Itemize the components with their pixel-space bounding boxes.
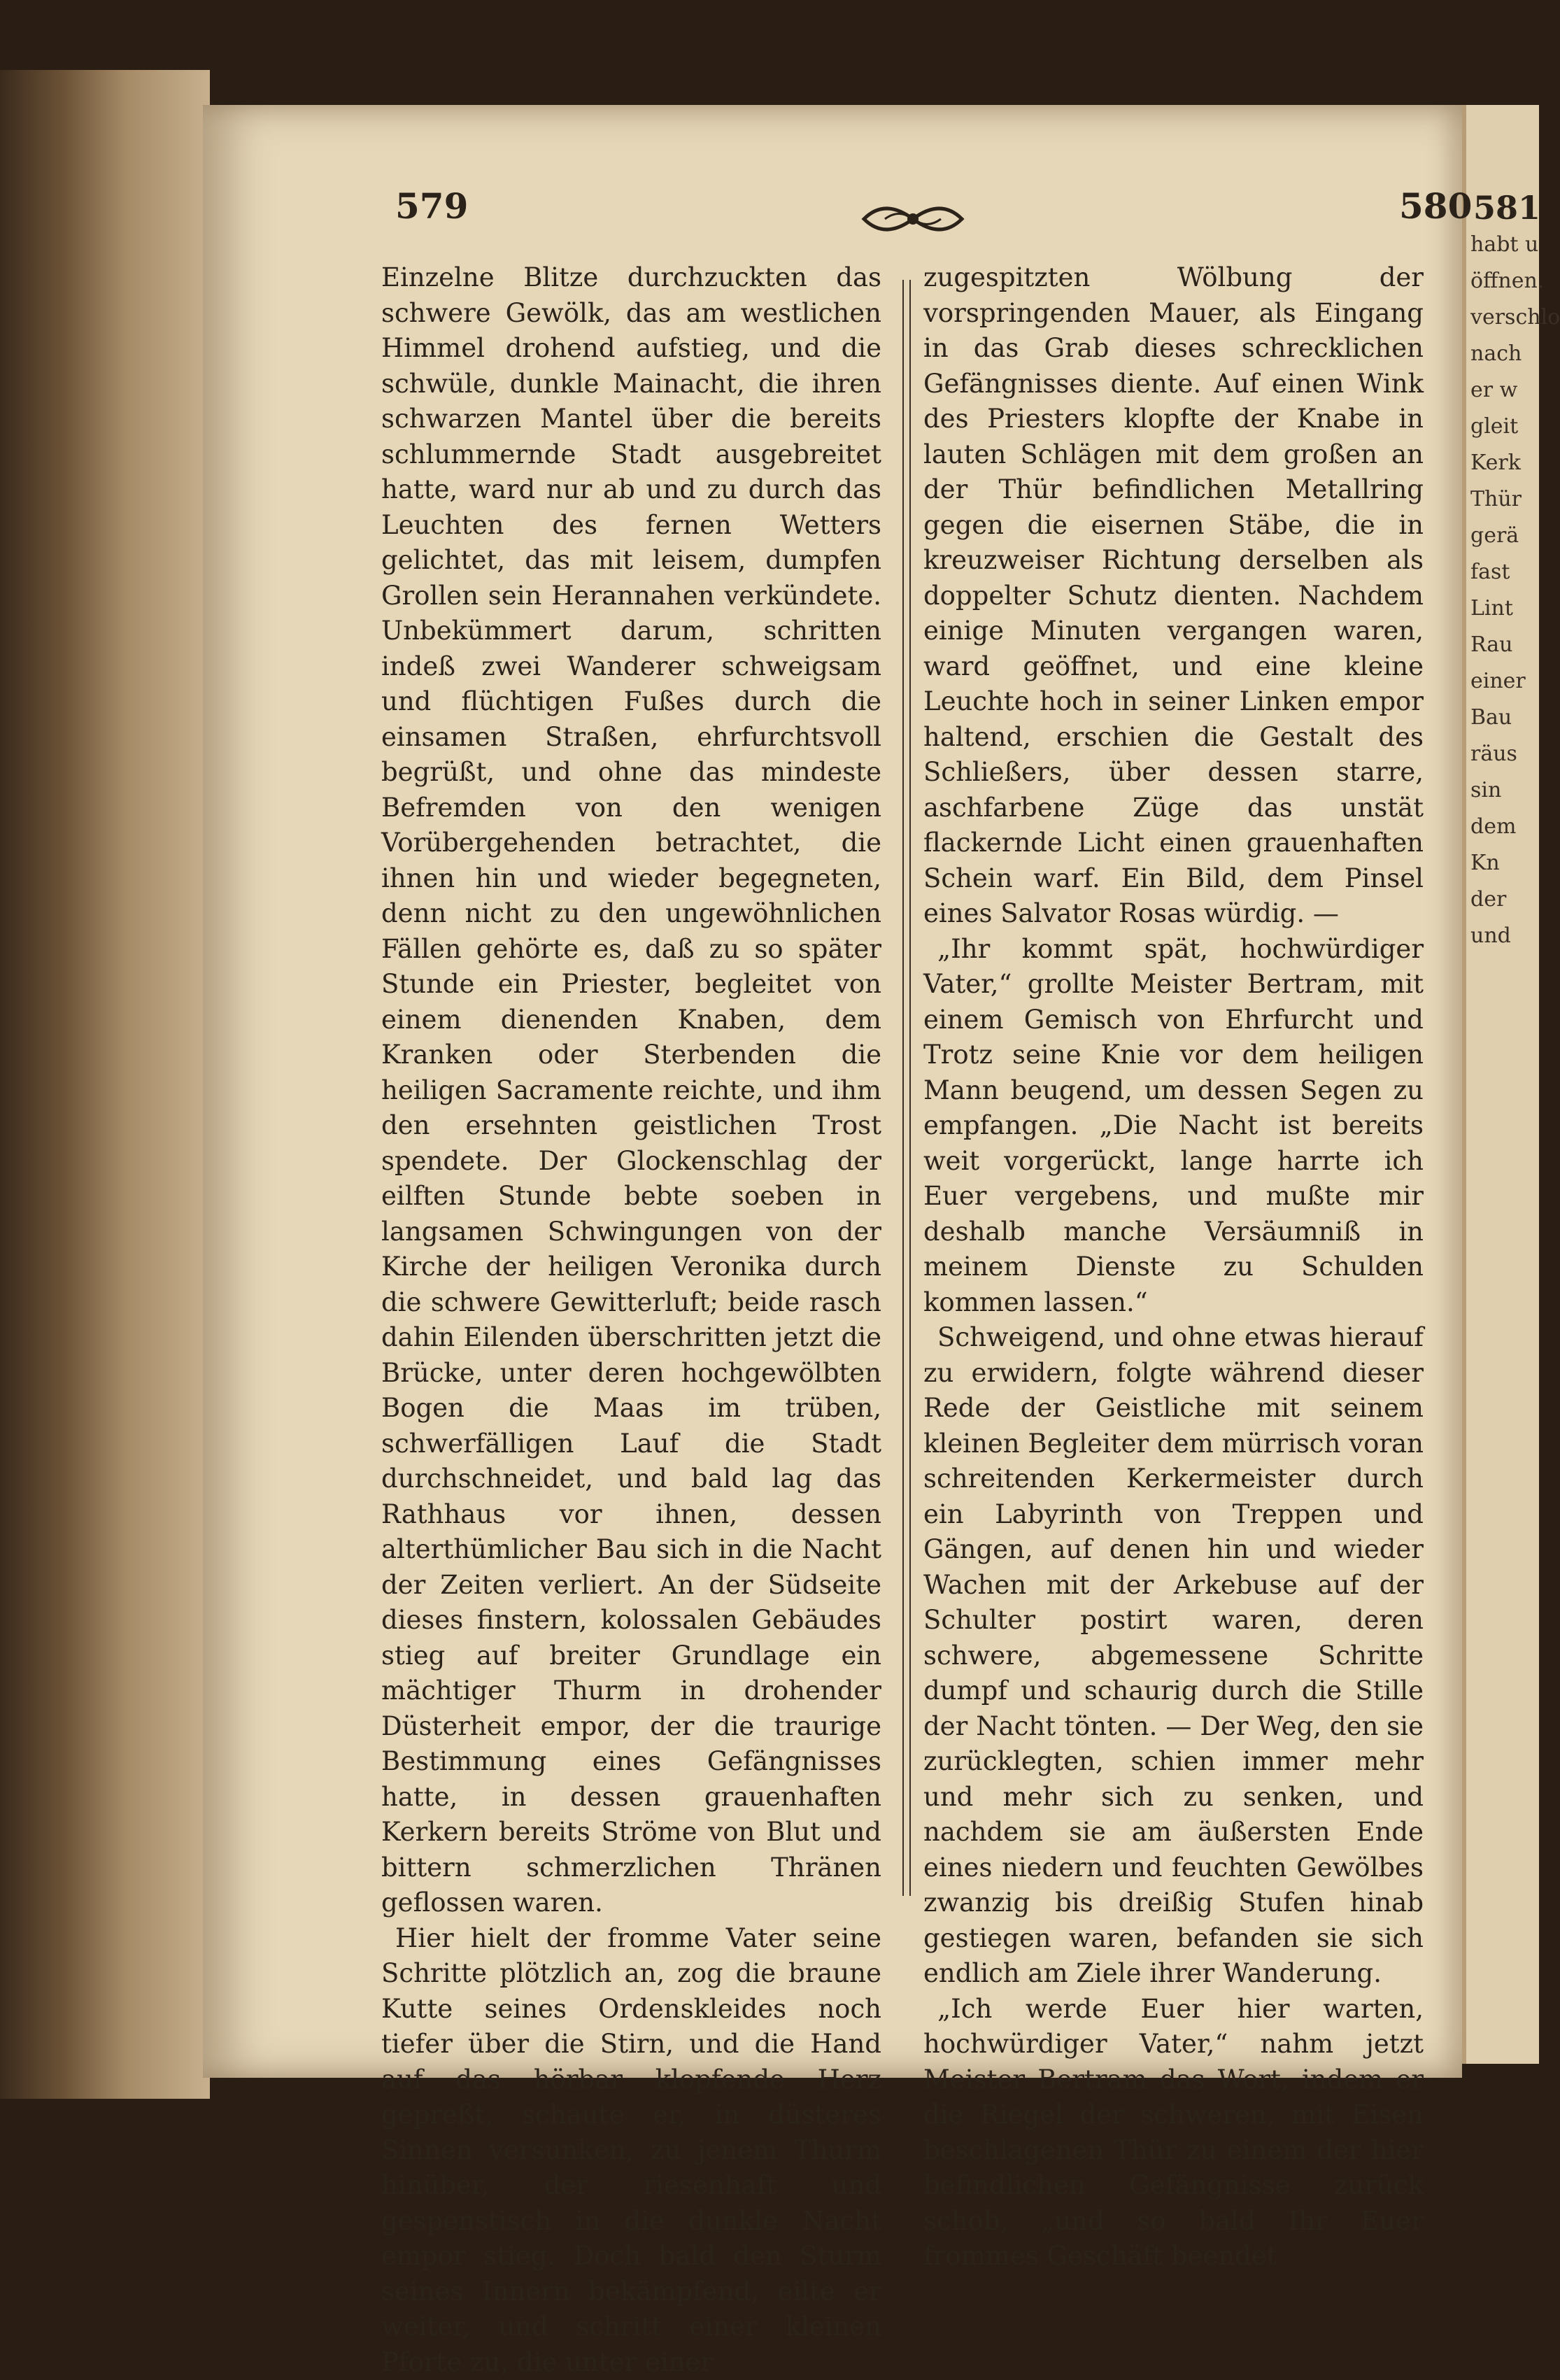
page-number-left: 579: [395, 185, 468, 227]
next-page-fragments: [1466, 227, 1539, 954]
paragraph: Hier hielt der fromme Vater seine Schritte plötzlich an, zog die braune Kutte seines Ordenskleides noch tiefer über die Stirn, und die Hand auf das hörbar klopfende Herz gepreßt, schaute er, in düsteres Sinnen versunken, zu jenem Thurm hinüber, der riesenhaft und gespenstisch in die dunkle Nacht empor stieg. Doch bald den Sturm seines Innern bekämpfend, eilte er weiter, und schritt einer kleinen Pforte zu, die unter einer: [381, 1921, 881, 2380]
next-page-fragment: Kn: [1466, 845, 1539, 881]
paragraph: „Ich werde Euer hier warten, hochwürdiger Vater,“ nahm jetzt Meister Bertram das Wort, indem er die Riegel der schweren, mit Eisen beschlagenen Thür zu einem der hier befindlichen Gefängnisse zurück schob, „und so bald Ihr Euer frommes Geschäft beendet: [923, 1992, 1424, 2274]
next-page-fragment: und: [1466, 918, 1539, 954]
text-column-left: [381, 260, 881, 2380]
book-page-edges: [0, 70, 210, 2099]
next-page-fragment: habt u: [1466, 227, 1539, 263]
next-page-number: 581: [1473, 189, 1539, 227]
next-page-fragment: einer: [1466, 663, 1539, 700]
column-divider: [902, 280, 911, 1896]
next-page-fragment: Thür: [1466, 481, 1539, 518]
paragraph: Schweigend, und ohne etwas hierauf zu erwidern, folgte während dieser Rede der Geistliche mit seinem kleinen Begleiter dem mürrisch voran schreitenden Kerkermeister durch ein Labyrinth von Treppen und Gängen, auf denen hin und wieder Wachen mit der Arkebuse auf der Schulter postirt waren, deren schwere, abgemessene Schritte dumpf und schaurig durch die Stille der Nacht tönten. — Der Weg, den sie zurücklegten, schien immer mehr und mehr sich zu senken, und nachdem sie am äußersten Ende eines niedern und feuchten Gewölbes zwanzig bis dreißig Stufen hinab gestiegen waren, befanden sie sich endlich am Ziele ihrer Wanderung.: [923, 1320, 1424, 1992]
header-ornament-icon: [857, 194, 969, 243]
next-page-strip: [1462, 105, 1539, 2064]
next-page-fragment: Bau: [1466, 700, 1539, 736]
next-page-fragment: Kerk: [1466, 445, 1539, 481]
next-page-fragment: öffnen.: [1466, 263, 1539, 299]
paragraph: „Ihr kommt spät, hochwürdiger Vater,“ grollte Meister Bertram, mit einem Gemisch von Ehrfurcht und Trotz seine Knie vor dem heiligen Mann beugend, um dessen Segen zu empfangen. „Die Nacht ist bereits weit vorgerückt, lange harrte ich Euer vergebens, und mußte mir deshalb manche Versäumniß in meinem Dienste zu Schulden kommen lassen.“: [923, 932, 1424, 1321]
next-page-fragment: der: [1466, 881, 1539, 918]
next-page-fragment: räus: [1466, 736, 1539, 772]
next-page-fragment: Rau: [1466, 627, 1539, 663]
next-page-fragment: Lint: [1466, 590, 1539, 627]
text-column-right: [923, 260, 1424, 2274]
next-page-fragment: gerä: [1466, 518, 1539, 554]
paragraph: zugespitzten Wölbung der vorspringenden Mauer, als Eingang in das Grab dieses schrecklichen Gefängnisses diente. Auf einen Wink des Priesters klopfte der Knabe in lauten Schlägen mit dem großen an der Thür befindlichen Metallring gegen die eisernen Stäbe, die in kreuzweiser Richtung derselben als doppelter Schutz dienten. Nachdem einige Minuten vergangen waren, ward geöffnet, und eine kleine Leuchte hoch in seiner Linken empor haltend, erschien die Gestalt des Schließers, über dessen starre, aschfarbene Züge das unstät flackernde Licht einen grauenhaften Schein warf. Ein Bild, dem Pinsel eines Salvator Rosas würdig. —: [923, 260, 1424, 932]
next-page-fragment: nach: [1466, 336, 1539, 372]
next-page-fragment: dem: [1466, 809, 1539, 845]
paragraph: Einzelne Blitze durchzuckten das schwere Gewölk, das am westlichen Himmel drohend aufstieg, und die schwüle, dunkle Mainacht, die ihren schwarzen Mantel über die bereits schlummernde Stadt ausgebreitet hatte, ward nur ab und zu durch das Leuchten des fernen Wetters gelichtet, das mit leisem, dumpfen Grollen sein Herannahen verkündete. Unbekümmert darum, schritten indeß zwei Wanderer schweigsam und flüchtigen Fußes durch die einsamen Straßen, ehrfurchtsvoll begrüßt, und ohne das mindeste Befremden von den wenigen Vorübergehenden betrachtet, die ihnen hin und wieder begegneten, denn nicht zu den ungewöhnlichen Fällen gehörte es, daß zu so später Stunde ein Priester, begleitet von einem dienenden Knaben, dem Kranken oder Sterbenden die heiligen Sacramente reichte, und ihm den ersehnten geistlichen Trost spendete. Der Glockenschlag der eilften Stunde bebte soeben in langsamen Schwingungen von der Kirche der heiligen Veronika durch die schwere Gewitterluft; beide rasch dahin Eilenden überschritten jetzt die Brücke, unter deren hochgewölbten Bogen die Maas im trüben, schwerfälligen Lauf die Stadt durchschneidet, und bald lag das Rathhaus vor ihnen, dessen alterthümlicher Bau sich in die Nacht der Zeiten verliert. An der Südseite dieses finstern, kolossalen Gebäudes stieg auf breiter Grundlage ein mächtiger Thurm in drohender Düsterheit empor, der die traurige Bestimmung eines Gefängnisses hatte, in dessen grauenhaften Kerkern bereits Ströme von Blut und bittern schmerzlichen Thränen geflossen waren.: [381, 260, 881, 1921]
next-page-fragment: er w: [1466, 372, 1539, 409]
next-page-fragment: fast: [1466, 554, 1539, 590]
next-page-fragment: gleit: [1466, 409, 1539, 445]
page-number-right: 580: [1399, 185, 1472, 227]
next-page-fragment: verschlo: [1466, 299, 1539, 336]
next-page-fragment: sin: [1466, 772, 1539, 809]
